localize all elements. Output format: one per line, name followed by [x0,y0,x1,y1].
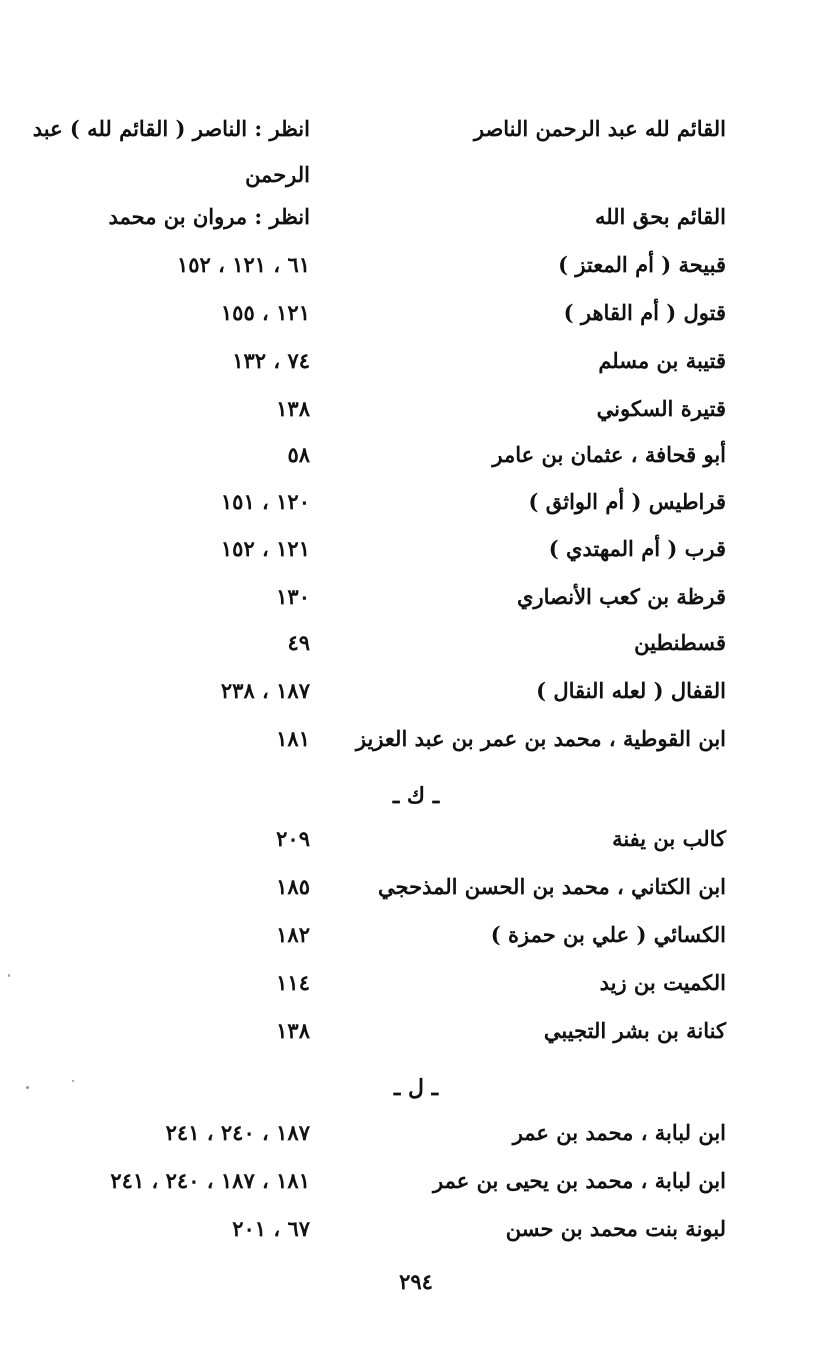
entry-name: القائم لله عبد الرحمن الناصر [473,116,726,141]
index-entry [0,242,832,290]
entry-pages: ٤٩ [287,630,310,655]
entry-name: قبيحة ( أم المعتز ) [558,252,726,277]
index-entry [0,1110,832,1158]
entry-name: ابن لبابة ، محمد بن يحيى بن عمر [433,1168,726,1193]
section-heading-lam: ـ ل ـ [393,1075,439,1101]
index-entry [0,864,832,912]
entry-pages: ١٣٠ [276,584,310,609]
section-heading-kaf: ـ ك ـ [392,783,440,809]
scan-speck [26,1086,29,1089]
index-entry [0,290,832,338]
entry-pages: ١٨٥ [276,874,310,899]
entry-name: قراطيس ( أم الواثق ) [528,489,726,514]
entry-pages: ٦١ ، ١٢١ ، ١٥٢ [176,252,310,277]
entry-name: قرب ( أم المهتدي ) [548,536,726,561]
entry-name: القفال ( لعله النقال ) [536,678,726,703]
index-entry [0,432,832,480]
index-entry [0,816,832,864]
entry-pages: ٦٧ ، ٢٠١ [232,1216,310,1241]
entry-pages: ٥٨ [287,442,310,467]
entry-pages: انظر : مروان بن محمد [108,204,310,229]
entry-pages: ١٨٢ [276,922,310,947]
index-entry [0,338,832,386]
entry-name: لبونة بنت محمد بن حسن [505,1216,726,1241]
entry-name: الكميت بن زيد [599,970,726,995]
entry-pages: ١٨٧ ، ٢٤٠ ، ٢٤١ [165,1120,310,1145]
index-entry [0,960,832,1008]
index-entry [0,194,832,242]
entry-pages: ١٨١ [276,726,310,751]
index-entry [0,912,832,960]
entry-name: قرظة بن كعب الأنصاري [517,584,726,609]
scan-speck [72,1080,74,1082]
entry-name: قتيبة بن مسلم [598,348,726,373]
index-entry [0,526,832,574]
entry-pages: ١٣٨ [276,1018,310,1043]
index-entry [0,1206,832,1254]
index-entry [0,1008,832,1056]
entry-name: ابن الكتاني ، محمد بن الحسن المذحجي [378,874,726,899]
entry-name: ابن لبابة ، محمد بن عمر [512,1120,726,1145]
entry-name: كالب بن يفنة [612,826,726,851]
entry-pages: ١٢١ ، ١٥٥ [220,300,310,325]
index-entry [0,386,832,434]
entry-pages: ١٢٠ ، ١٥١ [220,489,310,514]
index-entry [0,668,832,716]
entry-pages: ١٣٨ [276,396,310,421]
index-entry [0,620,832,668]
entry-pages: ٧٤ ، ١٣٢ [232,348,310,373]
entry-name: قسطنطين [634,630,726,655]
entry-pages: ١٨٧ ، ٢٣٨ [220,678,310,703]
scan-speck [8,974,10,977]
entry-pages: ١٢١ ، ١٥٢ [220,536,310,561]
entry-name: ابن القوطية ، محمد بن عمر بن عبد العزيز [355,726,726,751]
index-entry [0,574,832,622]
entry-name: قتول ( أم القاهر ) [563,300,726,325]
index-entry [0,479,832,527]
entry-name: الكسائي ( علي بن حمزة ) [490,922,726,947]
index-entry [0,716,832,764]
page-number: ٢٩٤ [399,1269,433,1294]
entry-pages: انظر : الناصر ( القائم لله ) عبد الرحمن [32,116,310,187]
entry-pages: ١١٤ [276,970,310,995]
entry-name: كنانة بن بشر التجيبي [543,1018,726,1043]
entry-name: أبو قحافة ، عثمان بن عامر [492,442,726,467]
entry-pages: ١٨١ ، ١٨٧ ، ٢٤٠ ، ٢٤١ [110,1168,310,1193]
entry-name: القائم بحق الله [594,204,726,229]
index-entry [0,1158,832,1206]
entry-pages: ٢٠٩ [276,826,310,851]
entry-name: قتيرة السكوني [596,396,726,421]
index-entry [0,106,832,187]
